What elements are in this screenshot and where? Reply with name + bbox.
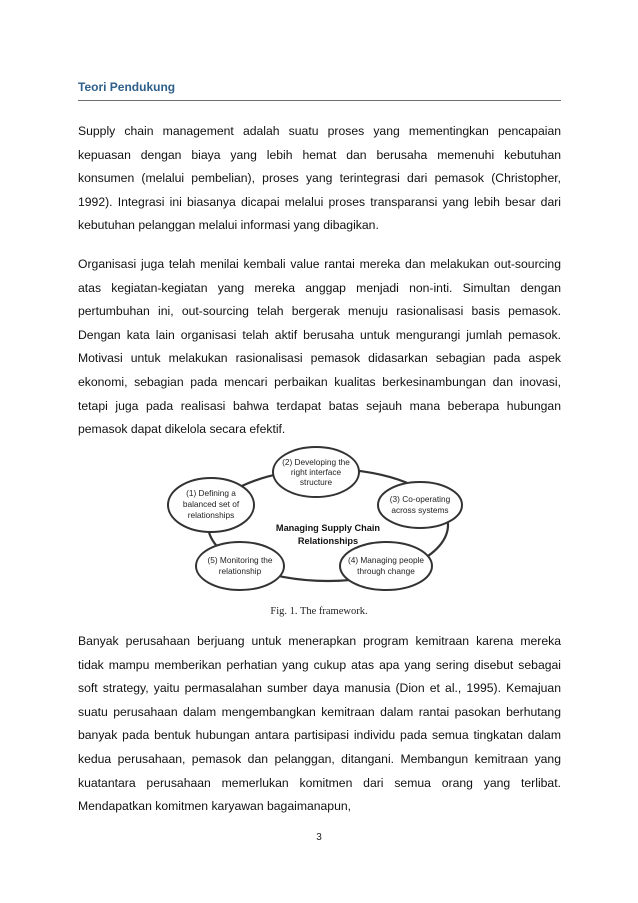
node-4-line-2: through change <box>357 566 415 576</box>
node-3-line-1: (3) Co-operating <box>389 494 451 504</box>
framework-diagram <box>160 445 485 595</box>
node-2-line-1: (2) Developing the <box>282 457 350 467</box>
node-5-line-2: relationship <box>218 566 262 576</box>
section-title: Teori Pendukung <box>78 80 176 94</box>
node-3-line-2: across systems <box>391 505 449 515</box>
center-label-line-1: Managing Supply Chain <box>275 523 381 533</box>
paragraph-3: Banyak perusahaan berjuang untuk menerapkan program kemitraan karena mereka tidak mampu memberikan perhatian yang cukup atas apa yang sering disebut sebagai soft strategy, yaitu permasalahan sumber daya manusia (Dion et al., 1995). Kemajuan suatu perusahaan dalam mengembangkan kemitraan dalam rantai pasokan berhutang banyak pada bentuk hubungan antara partisipasi individu pada semua tingkatan dalam kedua perusahaan, pemasok dan pelanggan, ditangani. Membangun kemitraan yang kuatantara perusahaan memerlukan komitmen dari semua orang yang terlibat. Mendapatkan komitmen karyawan bagaimanapun, <box>78 634 561 814</box>
figure-caption: Fig. 1. The framework. <box>270 606 368 617</box>
node-4-line-1: (4) Managing people <box>347 555 425 565</box>
node-2-line-3: structure <box>299 477 333 487</box>
node-1-line-1: (1) Defining a <box>186 488 236 498</box>
paragraph-2: Organisasi juga telah menilai kembali value rantai mereka dan melakukan out-sourcing atas kegiatan-kegiatan yang mereka anggap menjadi non-inti. Simultan dengan pertumbuhan ini, out-sourcing telah bergerak menuju rasionalisasi basis pemasok. Dengan kata lain organisasi telah aktif berusaha untuk mengurangi jumlah pemasok. Motivasi untuk melakukan rasionalisasi pemasok didasarkan sebagian pada aspek ekonomi, sebagian pada mencari perbaikan kualitas berkesinambungan dan inovasi, tetapi juga pada realisasi bahwa terdapat batas sejauh mana beberapa hubungan pemasok dapat dikelola secara efektif. <box>78 257 561 437</box>
node-5-line-1: (5) Monitoring the <box>207 555 273 565</box>
node-2-line-2: right interface <box>290 467 342 477</box>
node-1-line-3: relationships <box>187 510 235 520</box>
paragraph-1: Supply chain management adalah suatu proses yang mementingkan pencapaian kepuasan dengan biaya yang lebih hemat dan berusaha memenuhi kebutuhan konsumen (melalui pembelian), proses yang terintegrasi dari pemasok (Christopher, 1992). Integrasi ini biasanya dicapai melalui proses transparansi yang lebih besar dari kebutuhan pelanggan melalui informasi yang dibagikan. <box>78 124 561 233</box>
framework-figure <box>160 445 485 595</box>
page-number: 3 <box>316 832 322 843</box>
section-divider <box>78 100 561 101</box>
node-1-line-2: balanced set of <box>182 499 240 509</box>
center-label-line-2: Relationships <box>297 536 359 546</box>
